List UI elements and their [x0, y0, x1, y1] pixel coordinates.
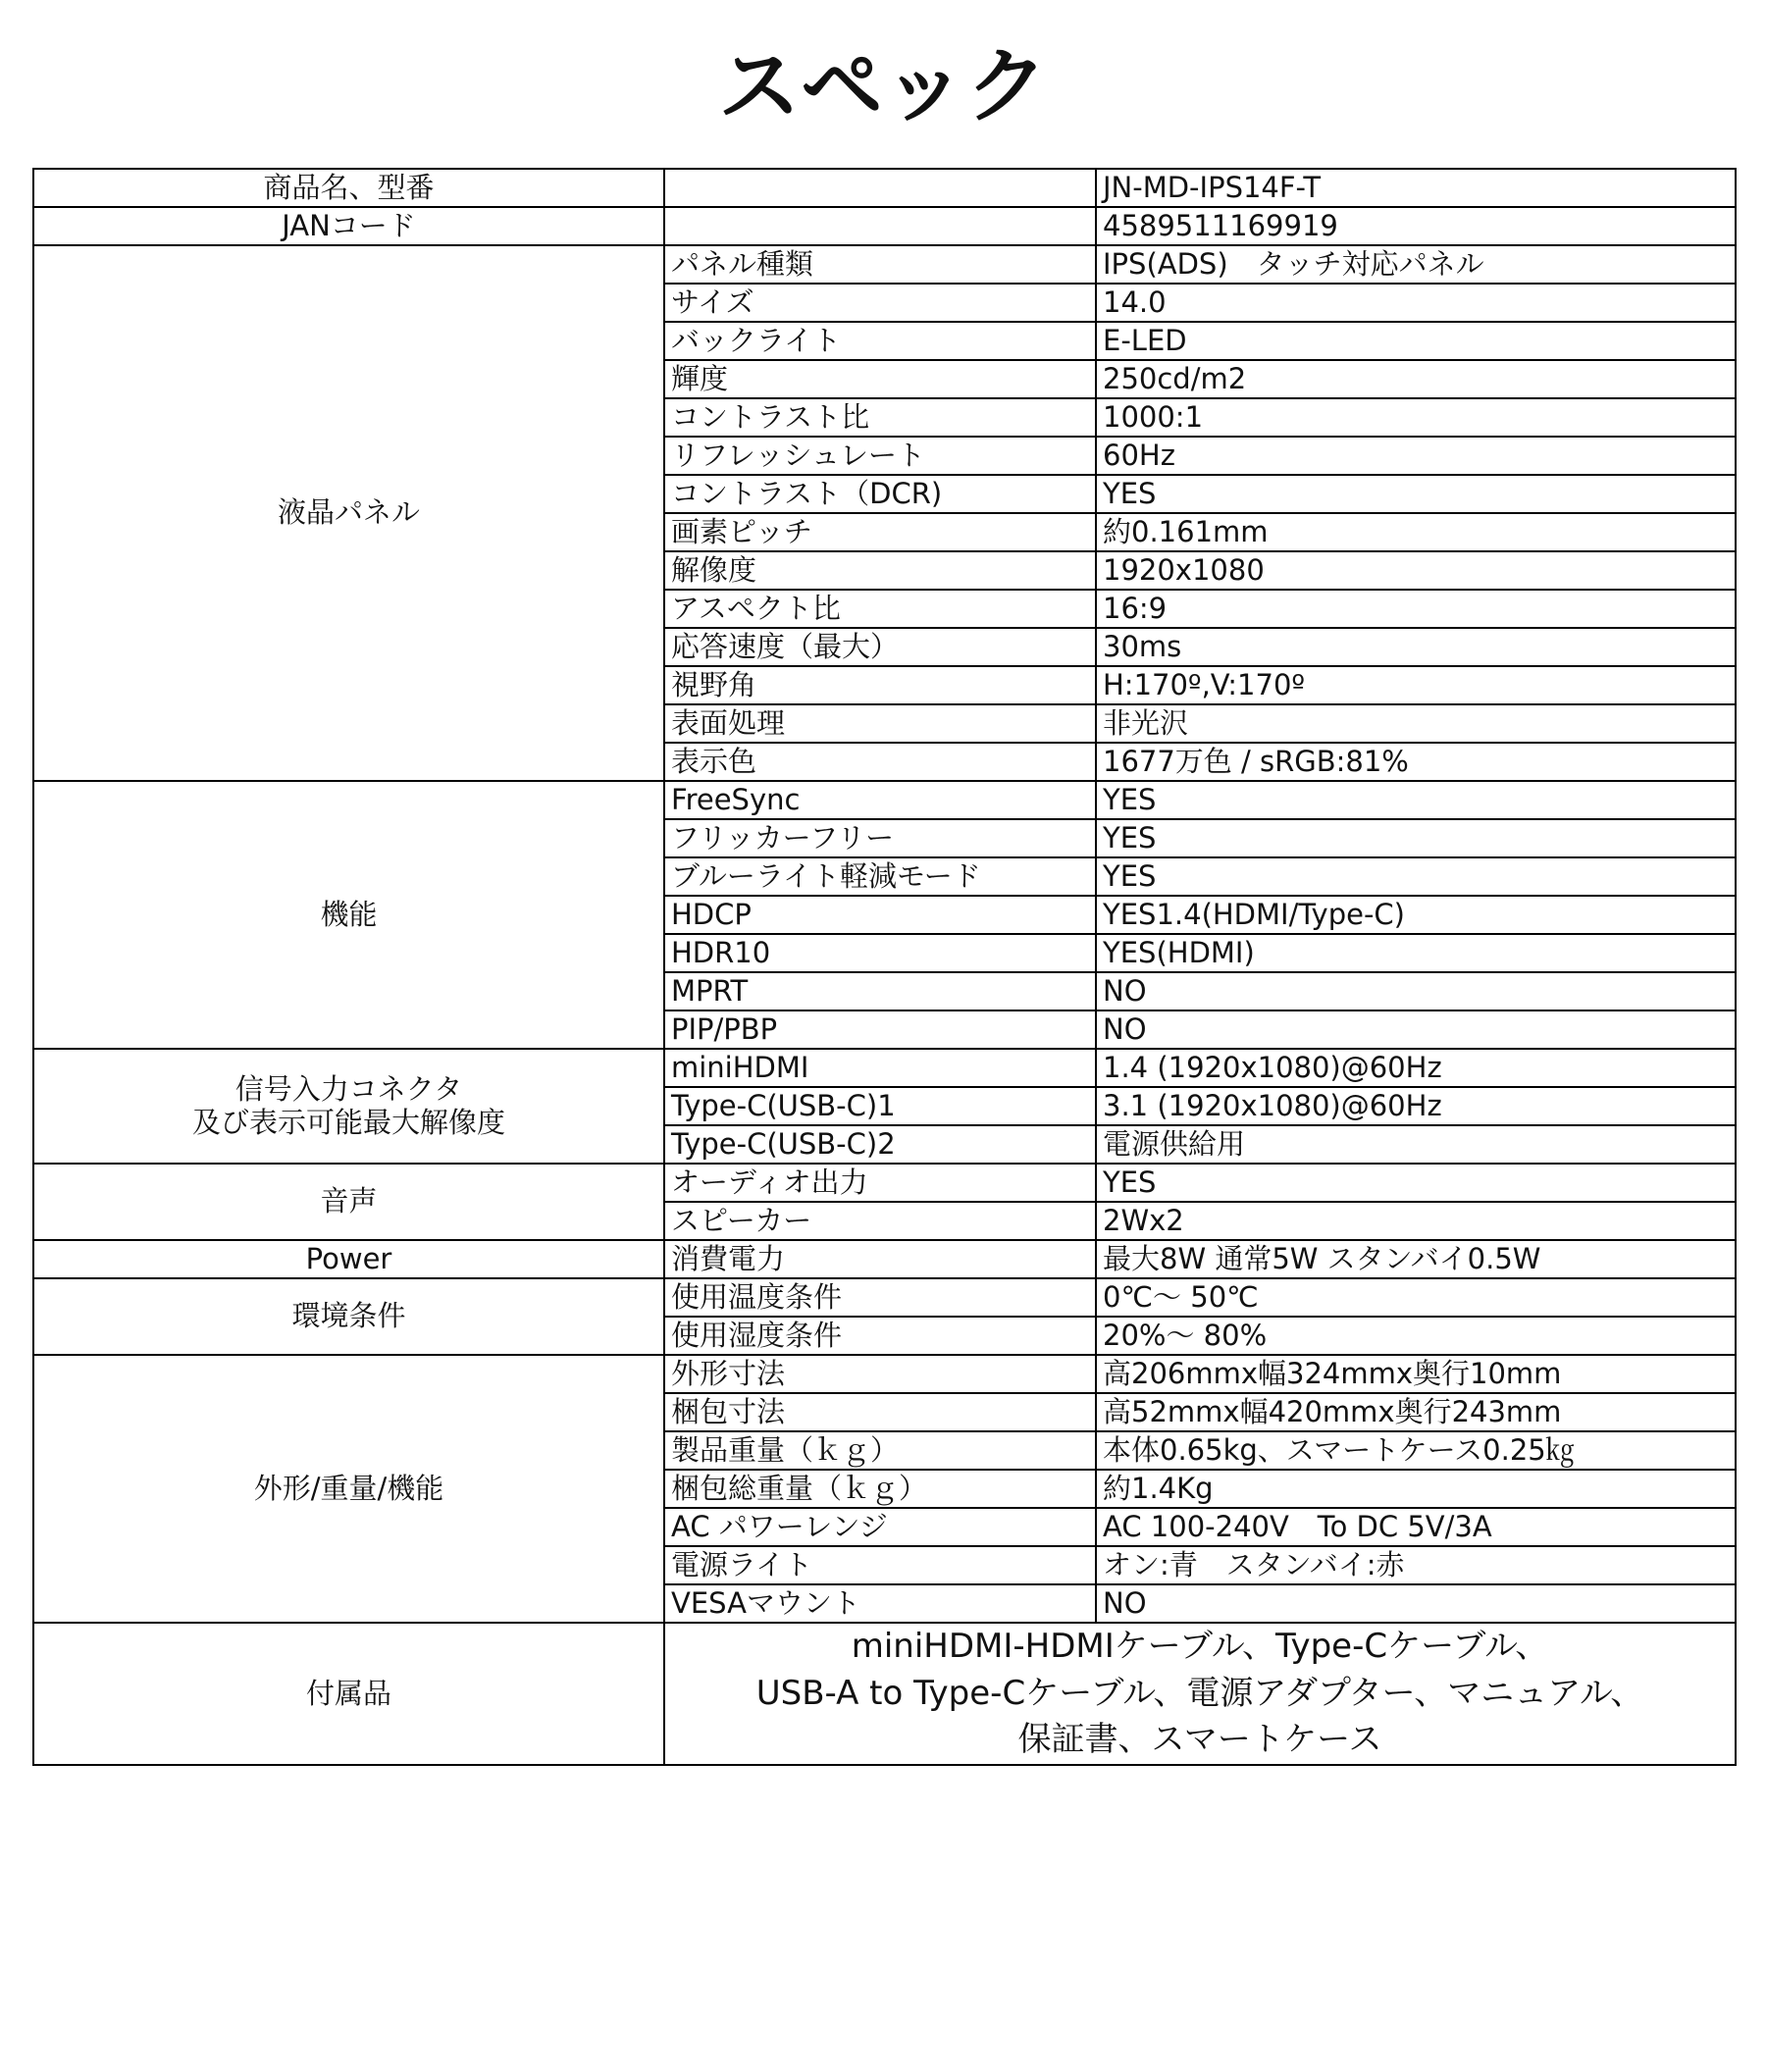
label-cell: 梱包寸法	[664, 1393, 1096, 1431]
label-cell: FreeSync	[664, 781, 1096, 819]
table-row	[33, 781, 1736, 819]
page-title: スペック	[717, 38, 1048, 134]
value-cell: 高52mmx幅420mmx奥行243mm	[1096, 1393, 1736, 1431]
category-cell: Power	[33, 1240, 664, 1278]
label-cell: 使用湿度条件	[664, 1317, 1096, 1355]
label-cell: リフレッシュレート	[664, 437, 1096, 475]
accessory-line: USB-A to Type-Cケーブル、電源アダプター、マニュアル、	[755, 1673, 1644, 1713]
value-cell: 非光沢	[1096, 704, 1736, 743]
label-cell: HDR10	[664, 934, 1096, 972]
table-row	[33, 1355, 1736, 1393]
value-cell: 30ms	[1096, 628, 1736, 666]
category-cell: JANコード	[33, 207, 664, 245]
value-cell: 250cd/m2	[1096, 360, 1736, 398]
category-line: 及び表示可能最大解像度	[191, 1105, 505, 1139]
table-row	[33, 1240, 1736, 1278]
label-cell: 視野角	[664, 666, 1096, 704]
label-cell: miniHDMI	[664, 1049, 1096, 1087]
accessory-line: miniHDMI-HDMIケーブル、Type-Cケーブル、	[851, 1627, 1549, 1666]
value-cell: YES	[1096, 475, 1736, 513]
label-cell: アスペクト比	[664, 590, 1096, 628]
label-cell: オーディオ出力	[664, 1164, 1096, 1202]
label-cell: VESAマウント	[664, 1584, 1096, 1623]
table-row	[33, 1278, 1736, 1317]
category-cell	[33, 1049, 664, 1164]
value-cell: 高206mmx幅324mmx奥行10mm	[1096, 1355, 1736, 1393]
value-cell: 最大8W 通常5W スタンバイ0.5W	[1096, 1240, 1736, 1278]
value-cell: 1920x1080	[1096, 551, 1736, 590]
value-cell: E-LED	[1096, 322, 1736, 360]
value-cell: 電源供給用	[1096, 1125, 1736, 1164]
category-line: 信号入力コネクタ	[234, 1072, 463, 1107]
value-cell: YES	[1096, 1164, 1736, 1202]
label-cell: フリッカーフリー	[664, 819, 1096, 857]
label-cell: 外形寸法	[664, 1355, 1096, 1393]
value-cell	[664, 1623, 1736, 1765]
label-cell: 応答速度（最大）	[664, 628, 1096, 666]
label-cell: AC パワーレンジ	[664, 1508, 1096, 1546]
category-cell: 商品名、型番	[33, 169, 664, 207]
value-cell: YES1.4(HDMI/Type-C)	[1096, 896, 1736, 934]
value-cell: 1000:1	[1096, 398, 1736, 437]
table-row	[33, 169, 1736, 207]
label-cell: HDCP	[664, 896, 1096, 934]
label-cell	[664, 169, 1096, 207]
label-cell: コントラスト比	[664, 398, 1096, 437]
label-cell: 梱包総重量（ｋｇ）	[664, 1470, 1096, 1508]
label-cell: パネル種類	[664, 245, 1096, 284]
label-cell: PIP/PBP	[664, 1010, 1096, 1049]
value-cell: YES	[1096, 857, 1736, 896]
category-cell: 環境条件	[33, 1278, 664, 1355]
value-cell: 16:9	[1096, 590, 1736, 628]
value-cell: NO	[1096, 1584, 1736, 1623]
value-cell: 1.4 (1920x1080)@60Hz	[1096, 1049, 1736, 1087]
spec-table	[32, 168, 1737, 1766]
category-cell: 付属品	[33, 1623, 664, 1765]
label-cell: 画素ピッチ	[664, 513, 1096, 551]
category-cell: 音声	[33, 1164, 664, 1240]
label-cell: ブルーライト軽減モード	[664, 857, 1096, 896]
table-row	[33, 1623, 1736, 1765]
value-cell: 0℃～ 50℃	[1096, 1278, 1736, 1317]
value-cell: NO	[1096, 972, 1736, 1010]
value-cell: 本体0.65kg、スマートケース0.25㎏	[1096, 1431, 1736, 1470]
label-cell: スピーカー	[664, 1202, 1096, 1240]
label-cell: コントラスト（DCR)	[664, 475, 1096, 513]
value-cell: YES	[1096, 819, 1736, 857]
table-row	[33, 1164, 1736, 1202]
label-cell: Type-C(USB-C)1	[664, 1087, 1096, 1125]
label-cell: Type-C(USB-C)2	[664, 1125, 1096, 1164]
value-cell: 60Hz	[1096, 437, 1736, 475]
value-cell: オン:青 スタンバイ:赤	[1096, 1546, 1736, 1584]
label-cell: バックライト	[664, 322, 1096, 360]
label-cell: 消費電力	[664, 1240, 1096, 1278]
value-cell: 2Wx2	[1096, 1202, 1736, 1240]
value-cell: AC 100-240V To DC 5V/3A	[1096, 1508, 1736, 1546]
value-cell: 約1.4Kg	[1096, 1470, 1736, 1508]
value-cell: JN-MD-IPS14F-T	[1096, 169, 1736, 207]
label-cell	[664, 207, 1096, 245]
label-cell: 電源ライト	[664, 1546, 1096, 1584]
table-row	[33, 207, 1736, 245]
table-row	[33, 1049, 1736, 1087]
value-cell: YES(HDMI)	[1096, 934, 1736, 972]
value-cell: 3.1 (1920x1080)@60Hz	[1096, 1087, 1736, 1125]
value-cell: H:170º,V:170º	[1096, 666, 1736, 704]
accessory-line: 保証書、スマートケース	[1017, 1720, 1382, 1760]
value-cell: 1677万色 / sRGB:81%	[1096, 743, 1736, 781]
label-cell: 表示色	[664, 743, 1096, 781]
category-cell: 液晶パネル	[33, 245, 664, 781]
value-cell: 14.0	[1096, 284, 1736, 322]
value-cell: NO	[1096, 1010, 1736, 1049]
label-cell: サイズ	[664, 284, 1096, 322]
label-cell: 使用温度条件	[664, 1278, 1096, 1317]
label-cell: 解像度	[664, 551, 1096, 590]
label-cell: 製品重量（ｋｇ）	[664, 1431, 1096, 1470]
value-cell: 約0.161mm	[1096, 513, 1736, 551]
label-cell: MPRT	[664, 972, 1096, 1010]
table-row	[33, 245, 1736, 284]
category-cell: 外形/重量/機能	[33, 1355, 664, 1623]
value-cell: IPS(ADS) タッチ対応パネル	[1096, 245, 1736, 284]
value-cell: YES	[1096, 781, 1736, 819]
label-cell: 表面処理	[664, 704, 1096, 743]
category-cell: 機能	[33, 781, 664, 1049]
value-cell: 4589511169919	[1096, 207, 1736, 245]
label-cell: 輝度	[664, 360, 1096, 398]
value-cell: 20%～ 80%	[1096, 1317, 1736, 1355]
